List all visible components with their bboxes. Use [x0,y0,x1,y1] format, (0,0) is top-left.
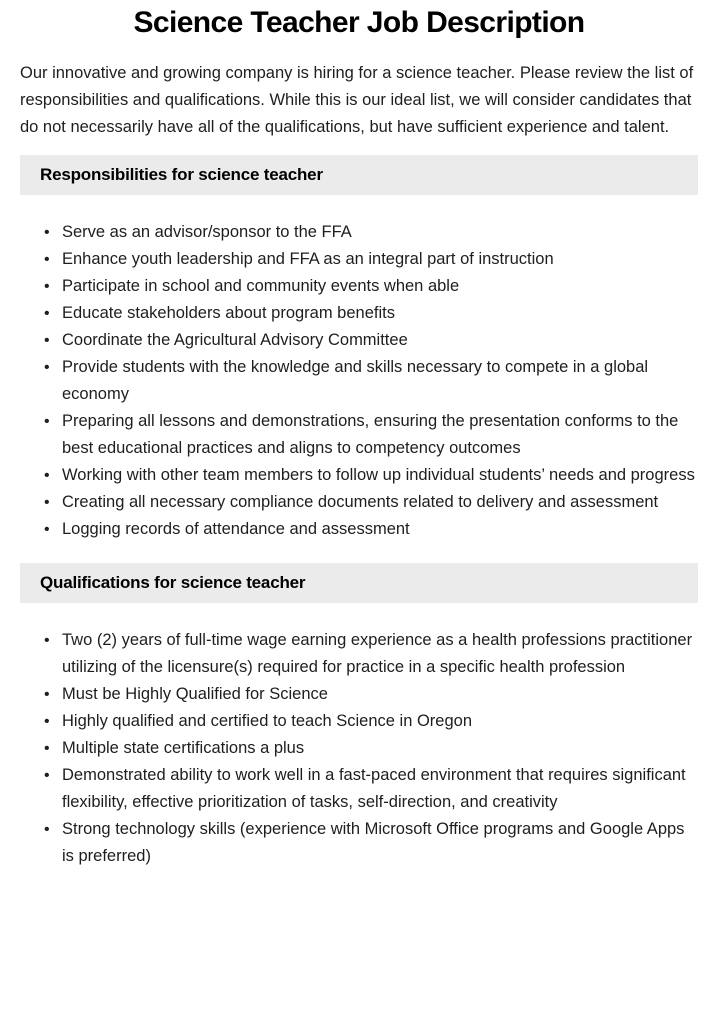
list-item: • Working with other team members to follow up individual students’ needs and progress [44,462,698,489]
list-item: • Coordinate the Agricultural Advisory Committee [44,327,698,354]
list-item: • Enhance youth leadership and FFA as an integral part of instruction [44,246,698,273]
page-title: Science Teacher Job Description [133,6,585,39]
qualifications-list [20,603,698,876]
list-item: • Provide students with the knowledge and skills necessary to compete in a global economy [44,354,698,408]
list-item: • Strong technology skills (experience with Microsoft Office programs and Google Apps is preferred) [44,816,698,870]
list-item: • Creating all necessary compliance documents related to delivery and assessment [44,489,698,516]
intro-paragraph: Our innovative and growing company is hiring for a science teacher. Please review the list of responsibilities and qualifications. While this is our ideal list, we will consider candidates that do not necessarily have all of the qualifications, but have sufficient experience and talent. [20,64,694,136]
list-item: • Preparing all lessons and demonstrations, ensuring the presentation conforms to the best educational practices and aligns to competency outcomes [44,408,698,462]
section-header-bar [20,155,698,195]
section-header-bar [20,563,698,603]
list-item: • Serve as an advisor/sponsor to the FFA [44,219,698,246]
section-responsibilities [20,155,698,549]
section-heading-qualifications: Qualifications for science teacher [40,573,306,592]
list-item: • Highly qualified and certified to teach Science in Oregon [44,708,698,735]
list-item: • Participate in school and community events when able [44,273,698,300]
section-heading-responsibilities: Responsibilities for science teacher [40,165,323,184]
list-item: • Educate stakeholders about program benefits [44,300,698,327]
list-item: • Must be Highly Qualified for Science [44,681,698,708]
list-item: • Multiple state certifications a plus [44,735,698,762]
list-item: • Logging records of attendance and assessment [44,516,698,543]
section-qualifications [20,563,698,876]
responsibilities-list [20,195,698,549]
list-item: • Two (2) years of full-time wage earning experience as a health professions practitioner utilizing of the licensure(s) required for practice in a specific health profession [44,627,698,681]
list-item: • Demonstrated ability to work well in a fast-paced environment that requires significant flexibility, effective prioritization of tasks, self-direction, and creativity [44,762,698,816]
